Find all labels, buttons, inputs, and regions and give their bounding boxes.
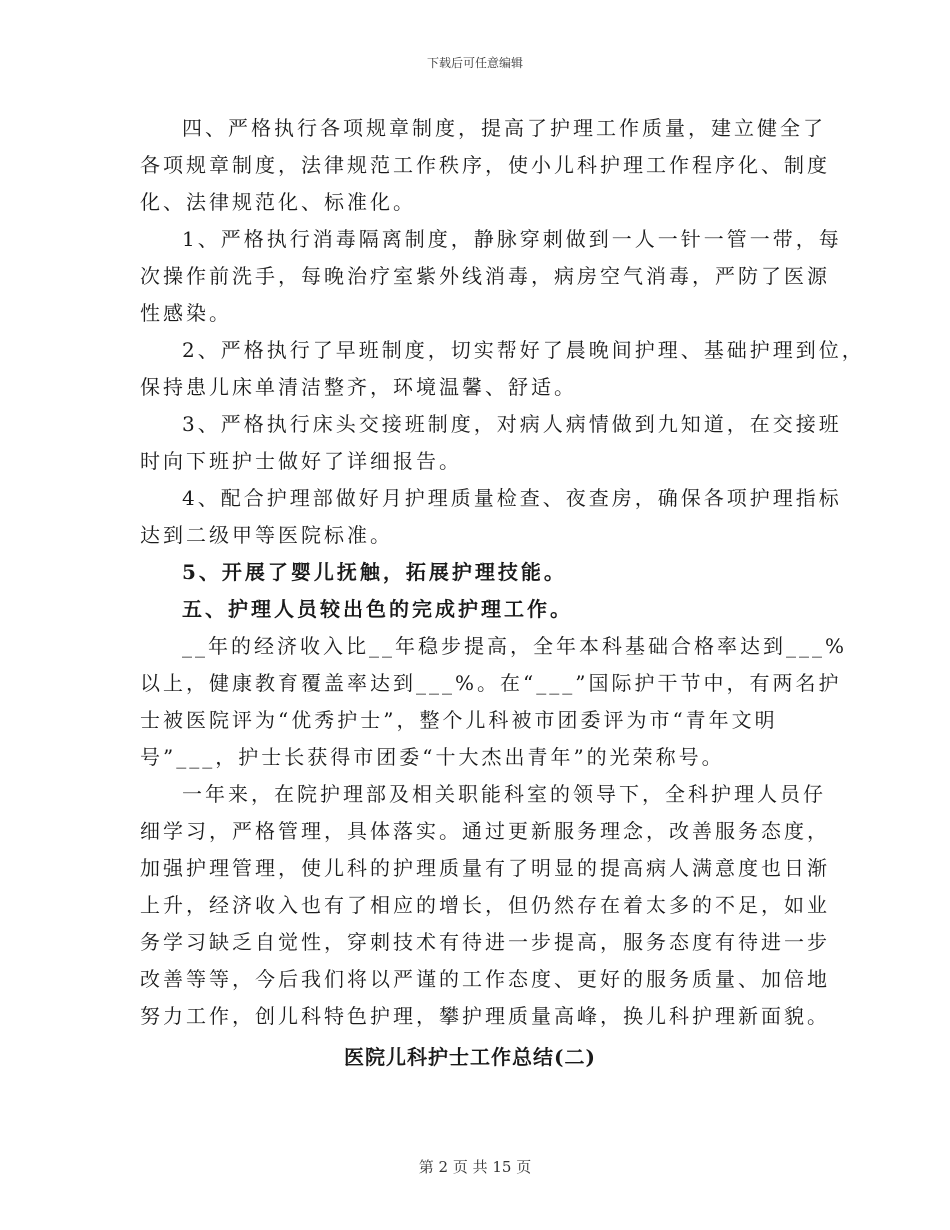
text-line: 四、严格执行各项规章制度，提高了护理工作质量，建立健全了 [182, 116, 826, 140]
text-line: 细学习，严格管理，具体落实。通过更新服务理念，改善服务态度， [140, 819, 830, 843]
text-line: 5、开展了婴儿抚触，拓展护理技能。 [182, 560, 567, 584]
text-line: 上升，经济收入也有了相应的增长，但仍然存在着太多的不足，如业 [140, 893, 830, 917]
text-line: 1、严格执行消毒隔离制度，静脉穿刺做到一人一针一管一带，每 [182, 227, 842, 251]
text-line: 务学习缺乏自觉性，穿刺技术有待进一步提高，服务态度有待进一步 [140, 930, 830, 954]
text-line: 保持患儿床单清洁整齐，环境温馨、舒适。 [140, 375, 577, 399]
text-line: 各项规章制度，法律规范工作秩序，使小儿科护理工作程序化、制度 [140, 153, 830, 177]
text-line: 改善等等，今后我们将以严谨的工作态度、更好的服务质量、加倍地 [140, 967, 830, 991]
text-line: 号”___，护士长获得市团委“十大杰出青年”的光荣称号。 [140, 745, 725, 769]
text-line: 达到二级甲等医院标准。 [140, 523, 393, 547]
text-line: 一年来，在院护理部及相关职能科室的领导下，全科护理人员仔 [182, 782, 826, 806]
text-line: 努力工作，创儿科特色护理，攀护理质量高峰，换儿科护理新面貌。 [140, 1004, 830, 1028]
text-line: 化、法律规范化、标准化。 [140, 190, 416, 214]
text-line: 2、严格执行了早班制度，切实帮好了晨晚间护理、基础护理到位， [182, 338, 865, 362]
text-line: 五、护理人员较出色的完成护理工作。 [182, 597, 573, 621]
text-line: 时向下班护士做好了详细报告。 [140, 449, 462, 473]
text-line: 士被医院评为“优秀护士”，整个儿科被市团委评为市“青年文明 [140, 708, 778, 732]
section-title: 医院儿科护士工作总结(二) [344, 1045, 596, 1069]
text-line: 4、配合护理部做好月护理质量检查、夜查房，确保各项护理指标 [182, 486, 842, 510]
text-line: 3、严格执行床头交接班制度，对病人病情做到九知道，在交接班 [182, 412, 842, 436]
text-line: __年的经济收入比__年稳步提高，全年本科基础合格率达到___% [182, 634, 848, 658]
text-line: 以上，健康教育覆盖率达到___%。在“___”国际护干节中，有两名护 [140, 671, 842, 695]
text-line: 性感染。 [140, 301, 232, 325]
text-line: 加强护理管理，使儿科的护理质量有了明显的提高病人满意度也日渐 [140, 856, 830, 880]
page-header: 下载后可任意编辑 [426, 56, 523, 70]
document-body [140, 110, 865, 1076]
paragraph-lines [140, 110, 865, 1035]
page-footer: 第 2 页 共 15 页 [418, 1158, 532, 1176]
text-line: 次操作前洗手，每晚治疗室紫外线消毒，病房空气消毒，严防了医源 [140, 264, 830, 288]
